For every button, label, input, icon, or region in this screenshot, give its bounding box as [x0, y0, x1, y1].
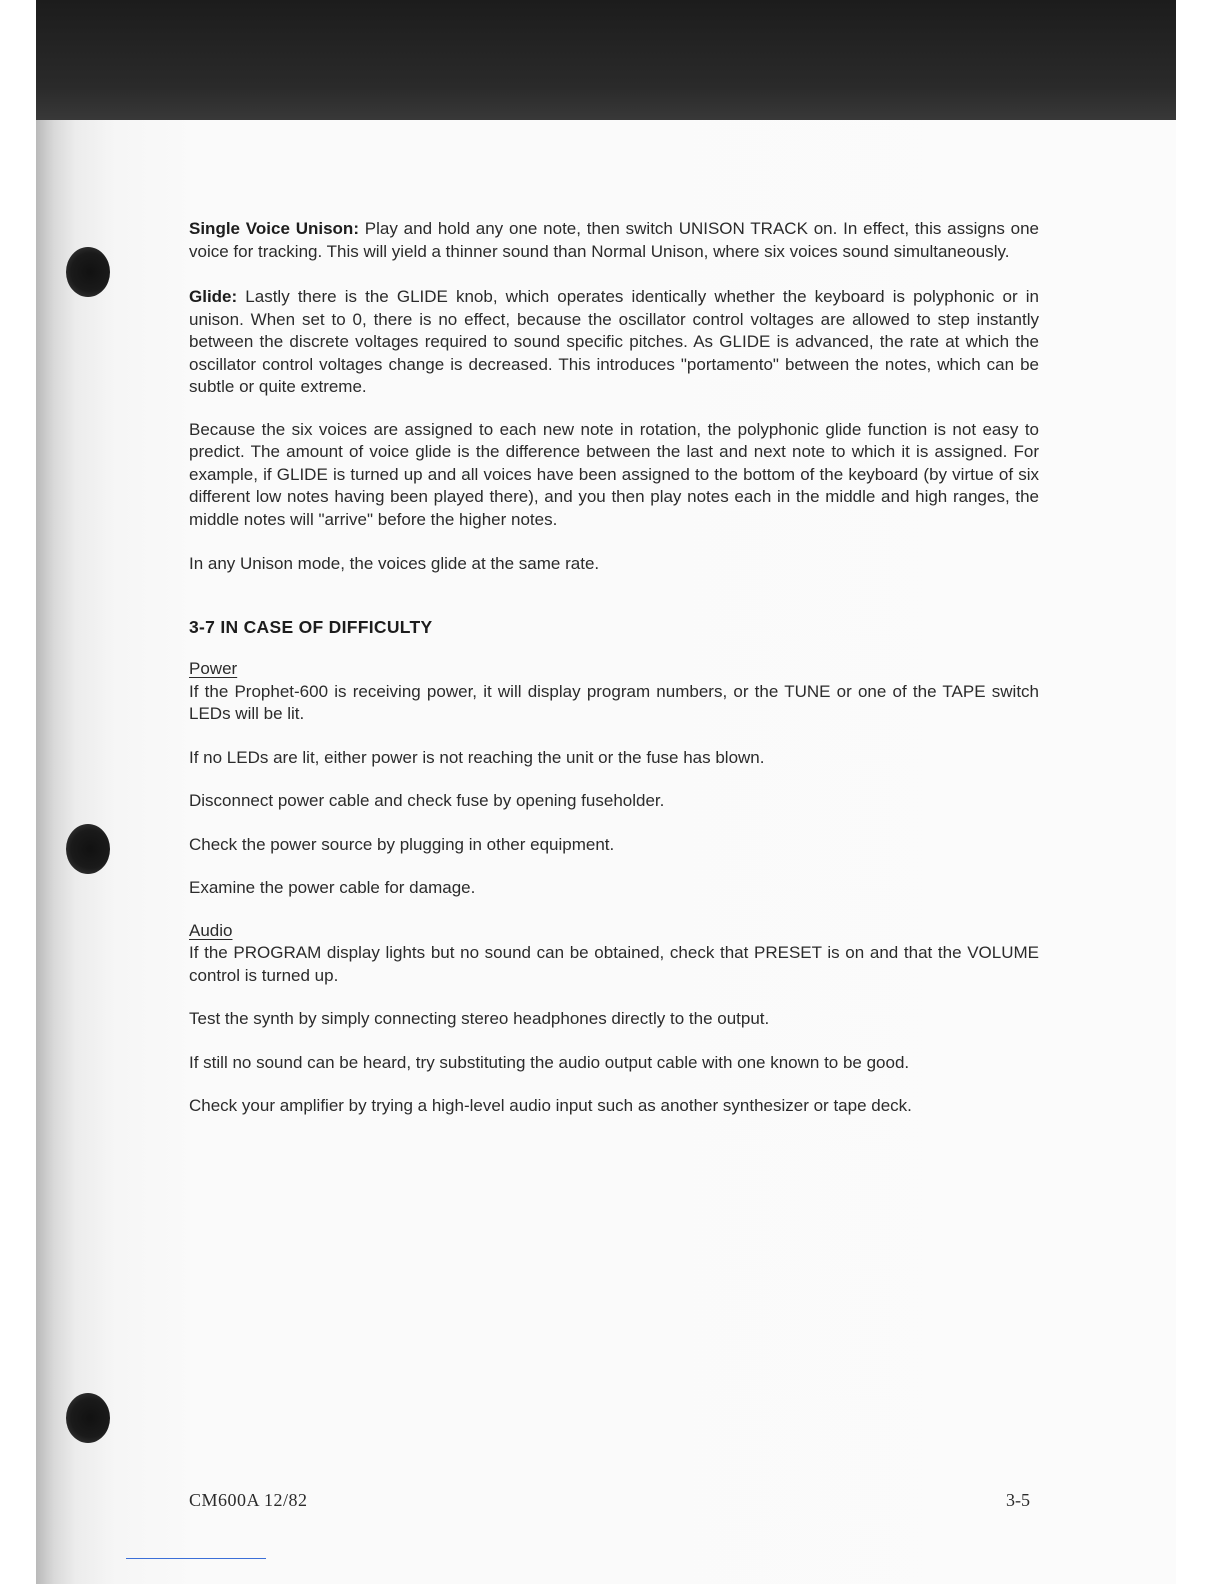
binder-hole	[66, 247, 110, 297]
power-paragraph: Disconnect power cable and check fuse by opening fuseholder.	[189, 791, 665, 810]
binder-hole	[66, 1393, 110, 1443]
section-heading: 3-7 IN CASE OF DIFFICULTY	[189, 616, 433, 637]
scan-left-margin	[0, 0, 36, 1584]
audio-paragraph: Check your amplifier by trying a high-level audio input such as another synthesizer or tape deck.	[189, 1096, 912, 1115]
paragraph-unison-rate: In any Unison mode, the voices glide at the same rate.	[189, 554, 600, 573]
audio-paragraph: If the PROGRAM display lights but no sound can be obtained, check that PRESET is on and that the VOLUME control is turned up.	[189, 943, 1039, 985]
paragraph-glide	[189, 286, 1039, 399]
term-glide: Glide:	[189, 287, 238, 306]
audio-paragraph: If still no sound can be heard, try substituting the audio output cable with one known to be good.	[189, 1052, 910, 1072]
power-paragraph: If the Prophet-600 is receiving power, it will display program numbers, or the TUNE or one of the TAPE switch LEDs will be lit.	[189, 681, 1039, 723]
scan-right-margin	[1176, 0, 1224, 1584]
subheading-audio: Audio	[189, 920, 233, 940]
footer-page-number: 3-5	[1006, 1490, 1030, 1510]
paragraph-single-voice-unison	[189, 218, 1039, 263]
page-body	[189, 218, 1039, 1118]
scan-dark-border	[0, 0, 1224, 124]
power-paragraph: Examine the power cable for damage.	[189, 878, 476, 897]
footer-doc-code: CM600A 12/82	[189, 1490, 308, 1510]
paragraph-polyphonic-glide: Because the six voices are assigned to each new note in rotation, the polyphonic glide function is not easy to predict. The amount of voice glide is the difference between the last and next note to which it is assigned. For example, if GLIDE is turned up and all voices have been assigned to the bottom of the keyboard (by virtue of six different low notes having been played there), and you then play notes each in the middle and high ranges, the middle notes will "arrive" before the higher notes.	[189, 419, 1039, 529]
power-paragraph: If no LEDs are lit, either power is not reaching the unit or the fuse has blown.	[189, 747, 765, 767]
power-paragraph: Check the power source by plugging in other equipment.	[189, 834, 615, 854]
scan-edge-mark	[126, 1558, 266, 1559]
binder-hole	[66, 824, 110, 874]
subheading-power: Power	[189, 659, 238, 678]
paragraph-text: Lastly there is the GLIDE knob, which operates identically whether the keyboard is polyphonic or in unison. When set to 0, there is no effect, because the oscillator control voltages are allowed to step instantly between the discrete voltages required to sound specific pitches. As GLIDE is advanced, the rate at which the oscillator control voltages change is decreased. This introduces "portamento" between the notes, which can be subtle or quite extreme.	[189, 287, 1039, 396]
audio-paragraph: Test the synth by simply connecting stereo headphones directly to the output.	[189, 1009, 770, 1028]
paragraph-text: Play and hold any one note, then switch UNISON TRACK on. In effect, this assigns one voice for tracking. This will yield a thinner sound than Normal Unison, where six voices sound simultaneously.	[189, 219, 1039, 261]
term-single-voice-unison: Single Voice Unison:	[189, 219, 359, 238]
